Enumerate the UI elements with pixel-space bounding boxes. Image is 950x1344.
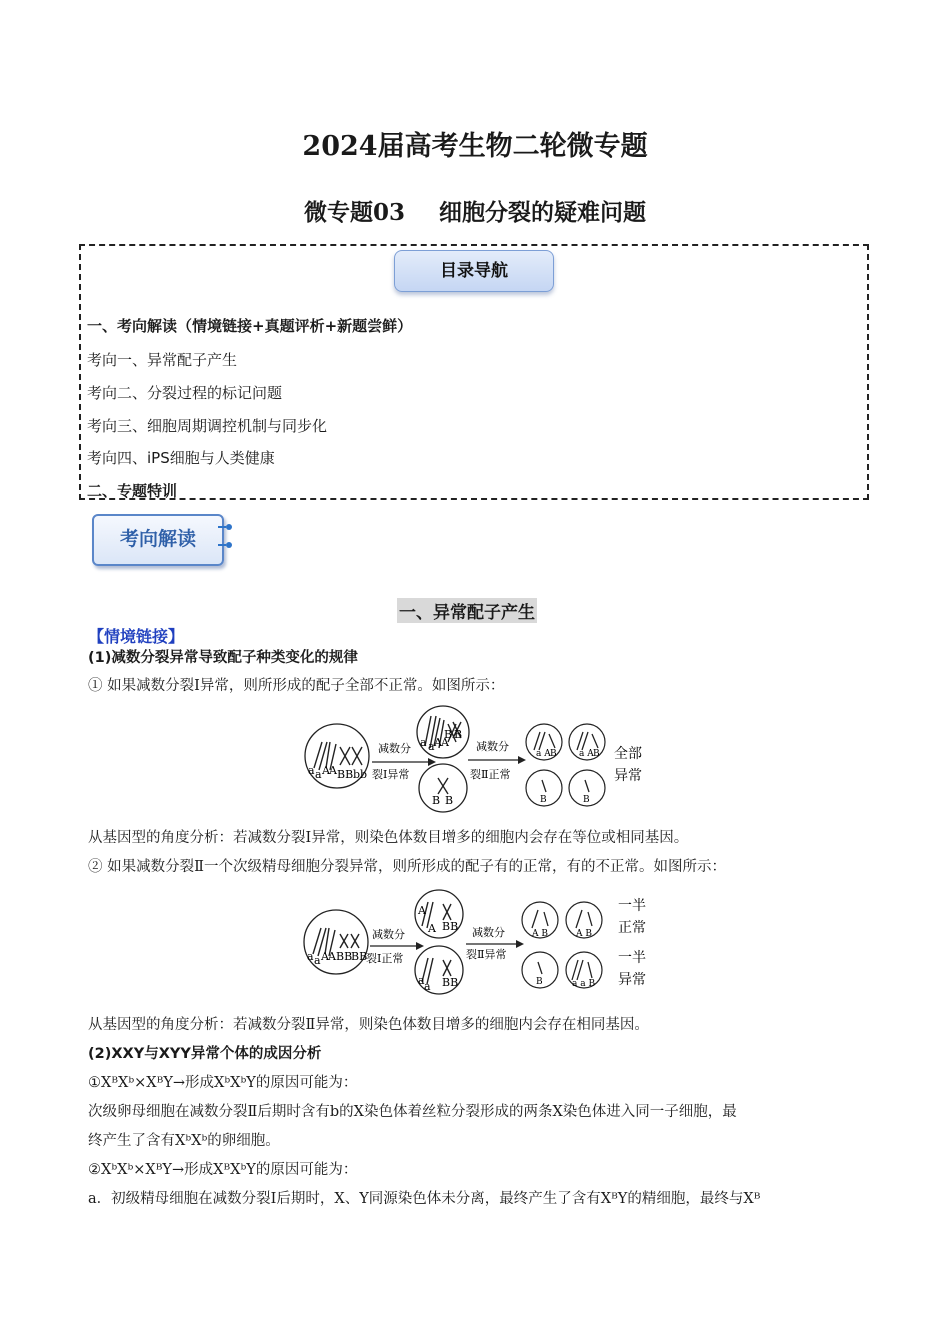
arrow-head — [516, 940, 524, 948]
gene-label: a a B — [572, 979, 596, 989]
gene-label: a — [308, 764, 315, 777]
gene-label: B — [540, 795, 547, 805]
context-link-label: 【情境链接】 — [88, 627, 185, 646]
gene-label: B — [550, 749, 557, 759]
gene-label: B — [432, 794, 441, 807]
paragraph: ① 如果减数分裂Ⅰ异常，则所形成的配子全部不正常。如图所示： — [88, 678, 505, 694]
meiosis-diagram-2 — [300, 884, 660, 996]
gene-label: a A — [579, 749, 594, 759]
paragraph: 终产生了含有XᵇXᵇ的卵细胞。 — [88, 1133, 280, 1149]
document-subtitle — [0, 194, 950, 227]
document-title: 2024届高考生物二轮微专题 — [302, 131, 648, 162]
gene-label: B — [593, 749, 600, 759]
gene-label: a — [418, 974, 425, 987]
gene-label: BB — [442, 976, 459, 989]
result-b-top: 一半 — [618, 950, 646, 966]
gene-label: a — [315, 768, 322, 781]
subtitle-number: 微专题03 — [303, 199, 405, 226]
gene-label: BB — [337, 768, 354, 781]
badge-connector — [218, 526, 226, 528]
gene-label: A — [441, 736, 449, 749]
arrow1-bottom-label: 裂Ⅰ正常 — [366, 952, 404, 965]
arrow2-bottom-label: 裂Ⅱ异常 — [466, 948, 507, 961]
paragraph: ①XᴮXᵇ×XᴮY→形成XᵇXᵇY的原因可能为： — [88, 1075, 358, 1091]
gene-label: B — [583, 795, 590, 805]
arrow1-bottom-label: 裂Ⅰ异常 — [372, 768, 410, 781]
gene-label: a — [307, 950, 314, 963]
heading-rule-1: (1)减数分裂异常导致配子种类变化的规律 — [88, 650, 358, 666]
result-a-bottom: 正常 — [618, 920, 646, 936]
gene-label: A — [328, 950, 336, 963]
toc-item-2[interactable]: 考向一、异常配子产生 — [87, 351, 238, 369]
gene-label: bb — [353, 768, 368, 781]
paragraph: ② 如果减数分裂Ⅱ一个次级精母细胞分裂异常，则所形成的配子有的正常，有的不正常。如图所示： — [88, 859, 726, 875]
gene-label: B — [444, 728, 453, 741]
arrow2-bottom-label: 裂Ⅱ正常 — [470, 768, 511, 781]
badge-dot-icon — [226, 542, 232, 548]
toc-item-1[interactable]: 一、考向解读（情境链接+真题评析+新题尝鲜） — [87, 317, 413, 335]
gene-label: A — [428, 922, 436, 935]
result-label-bottom: 异常 — [614, 768, 642, 784]
badge-dot-icon — [226, 524, 232, 530]
gene-label: B — [454, 728, 463, 741]
gene-label: a A — [536, 749, 551, 759]
heading-rule-2: (2)XXY与XYY异常个体的成因分析 — [88, 1046, 322, 1062]
gene-label: BB — [442, 920, 459, 933]
paragraph: 从基因型的角度分析：若减数分裂Ⅰ异常，则染色体数目增多的细胞内会存在等位或相同基因。 — [88, 830, 689, 846]
paragraph: 次级卵母细胞在减数分裂Ⅱ后期时含有b的X染色体着丝粒分裂形成的两条X染色体进入同一子细胞，最 — [88, 1104, 737, 1120]
meiosis-diagram-1 — [300, 702, 660, 814]
arrow2-top-label: 减数分 — [472, 926, 505, 939]
gene-label: A — [321, 950, 329, 963]
toc-item-6[interactable]: 二、专题特训 — [87, 482, 178, 500]
gene-label: A — [418, 904, 426, 917]
gene-label: A — [434, 736, 442, 749]
gene-label: a — [314, 954, 321, 967]
gene-label: A B — [532, 929, 548, 939]
gene-label: A — [329, 764, 337, 777]
paragraph: ②XᵇXᵇ×XᴮY→形成XᴮXᵇY的原因可能为： — [88, 1162, 358, 1178]
badge-connector — [218, 544, 226, 546]
gene-label: B — [445, 794, 454, 807]
daughter-cell-lower — [419, 764, 467, 812]
toc-nav-button[interactable]: 目录导航 — [394, 250, 554, 292]
arrow2-top-label: 减数分 — [476, 740, 509, 753]
gene-label: A B — [576, 929, 592, 939]
paragraph: a．初级精母细胞在减数分裂Ⅰ后期时，X、Y同源染色体未分离，最终产生了含有XᴮY的精细胞，最终与Xᴮ — [88, 1191, 761, 1207]
subtitle-topic: 细胞分裂的疑难问题 — [439, 199, 646, 226]
result-a-top: 一半 — [618, 898, 646, 914]
arrow-head — [518, 756, 526, 764]
gene-label: B — [536, 977, 543, 987]
arrow1-top-label: 减数分 — [378, 742, 411, 755]
result-b-bottom: 异常 — [618, 972, 646, 988]
result-label-top: 全部 — [614, 746, 642, 762]
gene-label: a — [428, 740, 435, 753]
gene-label: a — [424, 980, 431, 993]
paragraph: 从基因型的角度分析：若减数分裂Ⅱ异常，则染色体数目增多的细胞内会存在相同基因。 — [88, 1017, 649, 1033]
gene-label: BB — [351, 950, 368, 963]
gene-label: A — [322, 764, 330, 777]
section-badge: 考向解读 — [92, 514, 224, 566]
toc-item-4[interactable]: 考向三、细胞周期调控机制与同步化 — [87, 417, 328, 435]
section-heading: 一、异常配子产生 — [397, 598, 537, 623]
toc-item-3[interactable]: 考向二、分裂过程的标记问题 — [87, 384, 283, 402]
arrow1-top-label: 减数分 — [372, 928, 405, 941]
gene-label: a — [420, 736, 427, 749]
toc-item-5[interactable]: 考向四、iPS细胞与人类健康 — [87, 449, 275, 467]
gene-label: BB — [336, 950, 353, 963]
arrow-head — [416, 942, 424, 950]
